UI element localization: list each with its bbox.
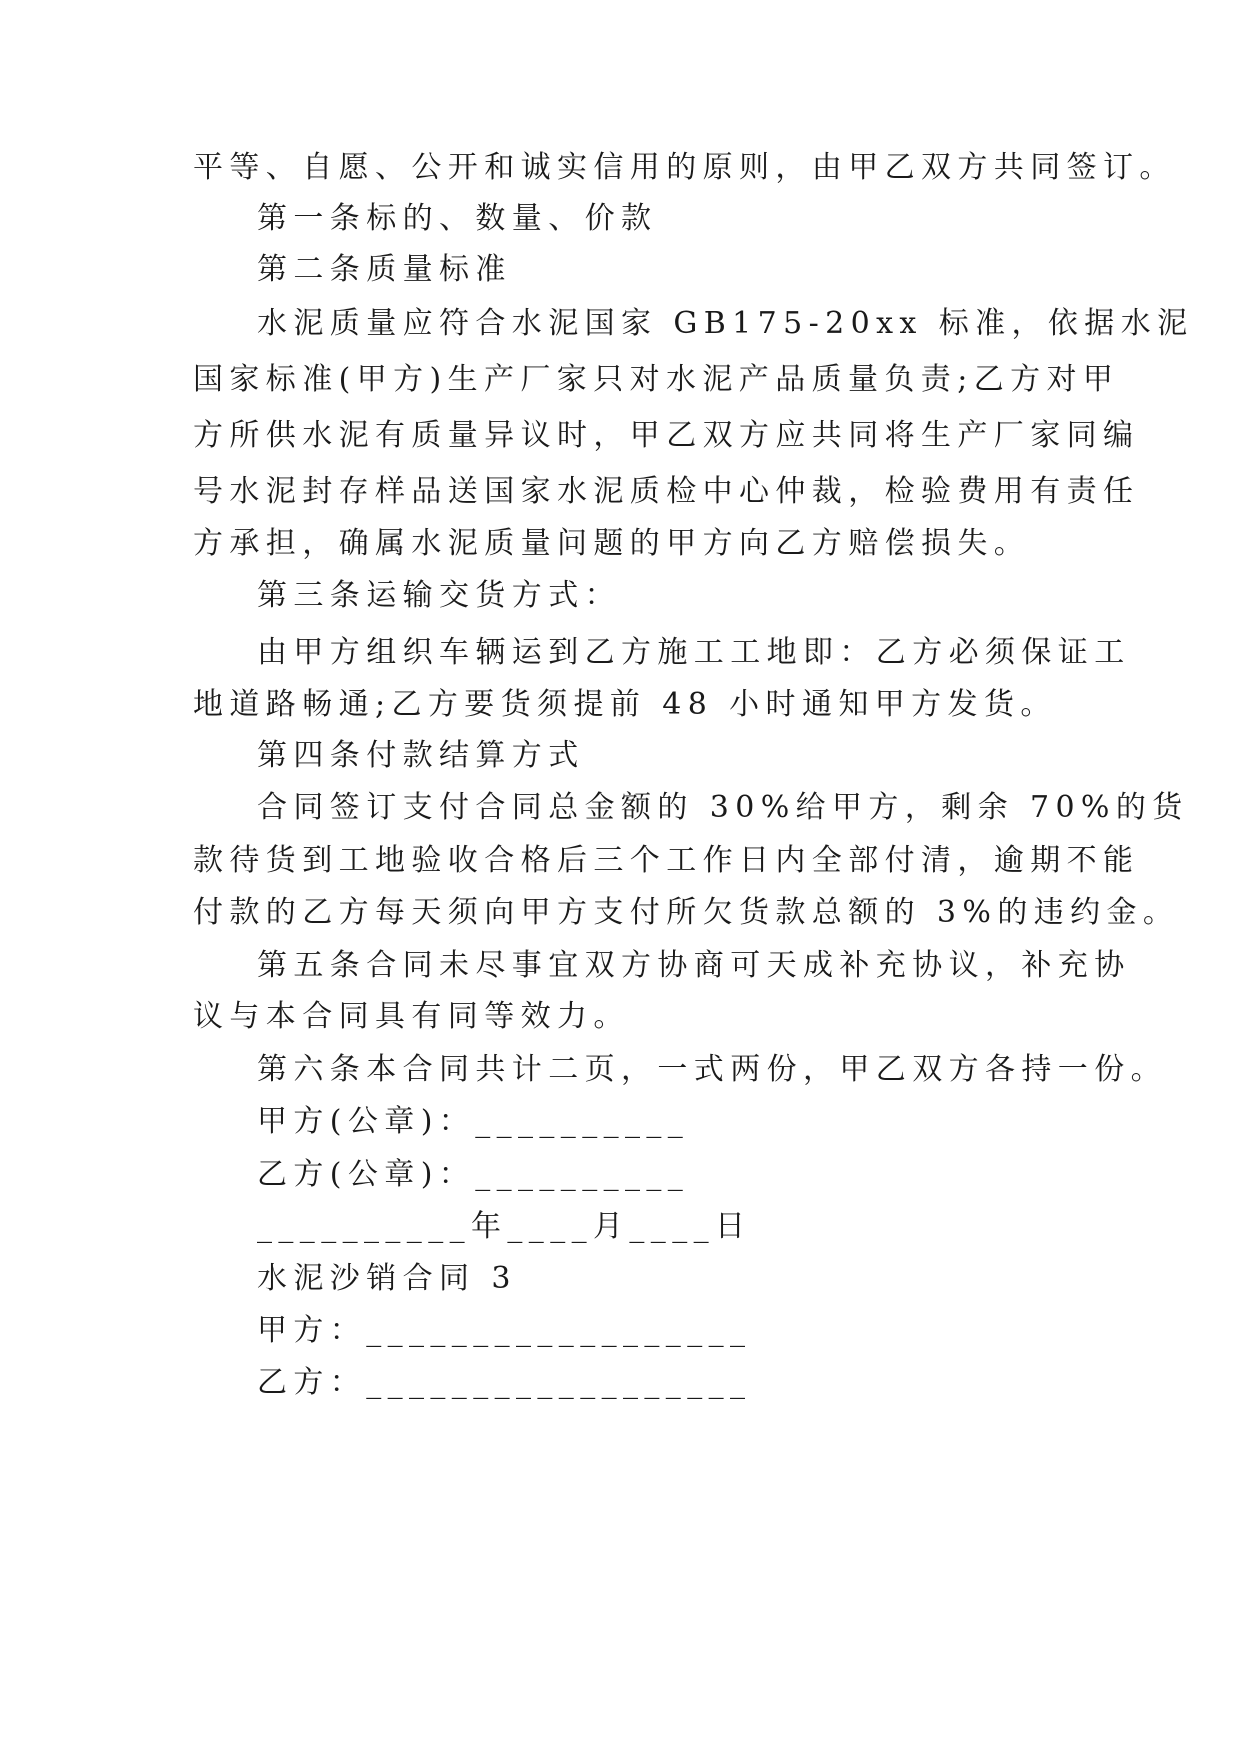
text-line: 付款的乙方每天须向甲方支付所欠货款总额的 3%的违约金。 [193, 895, 1180, 930]
text-line: 平等、自愿、公开和诚实信用的原则，由甲乙双方共同签订。 [193, 150, 1176, 185]
text-line: 地道路畅通;乙方要货须提前 48 小时通知甲方发货。 [193, 687, 1057, 722]
party-a-line: 甲方：__________________ [257, 1313, 752, 1348]
article-2-heading: 第二条质量标准 [257, 252, 512, 287]
text-line: 方承担，确属水泥质量问题的甲方向乙方赔偿损失。 [193, 526, 1031, 561]
article-1-heading: 第一条标的、数量、价款 [257, 201, 658, 236]
party-b-line: 乙方：__________________ [257, 1365, 752, 1400]
text-line: 国家标准(甲方)生产厂家只对水泥产品质量负责;乙方对甲 [193, 362, 1120, 397]
text-line: 号水泥封存样品送国家水泥质检中心仲裁，检验费用有责任 [193, 474, 1140, 509]
text-line: 水泥质量应符合水泥国家 GB175-20xx 标准，依据水泥 [257, 306, 1194, 341]
party-b-seal-line: 乙方(公章)：__________ [257, 1157, 690, 1192]
text-line: 由甲方组织车辆运到乙方施工工地即：乙方必须保证工 [257, 635, 1131, 670]
text-line: 合同签订支付合同总金额的 30%给甲方，剩余 70%的货 [257, 790, 1189, 825]
party-a-seal-line: 甲方(公章)：__________ [257, 1104, 690, 1139]
date-line: __________年____月____日 [257, 1209, 752, 1244]
text-line: 款待货到工地验收合格后三个工作日内全部付清，逾期不能 [193, 843, 1140, 878]
text-line: 方所供水泥有质量异议时，甲乙双方应共同将生产厂家同编 [193, 418, 1140, 453]
section-title: 水泥沙销合同 3 [257, 1261, 517, 1296]
text-line: 议与本合同具有同等效力。 [193, 999, 630, 1034]
text-line: 第五条合同未尽事宜双方协商可天成补充协议，补充协 [257, 948, 1131, 983]
text-line: 第六条本合同共计二页，一式两份，甲乙双方各持一份。 [257, 1052, 1167, 1087]
article-3-heading: 第三条运输交货方式： [257, 578, 621, 613]
article-4-heading: 第四条付款结算方式 [257, 738, 585, 773]
